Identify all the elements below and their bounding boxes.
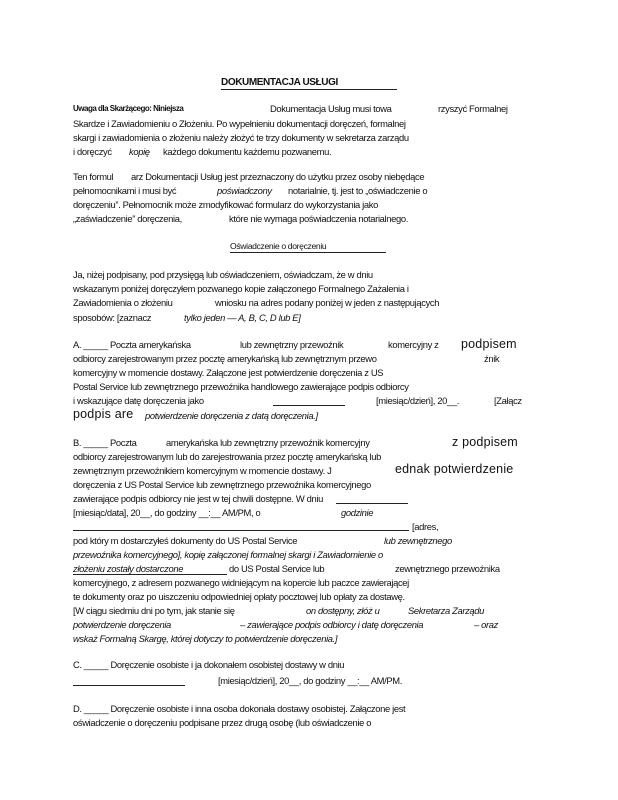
option-b-line: zawierające podpis odbiorcy nie jest w tej chwili dostępne. W dniu [73, 493, 323, 504]
option-a-line-large: podpis are [73, 407, 134, 421]
option-d-line: oświadczenie o doręczeniu podpisane przez drugą osobę (lub oświadczenie o [73, 717, 372, 728]
option-b-line-italic: Sekretarza Zarządu [408, 605, 485, 616]
option-a-line: źnik [484, 353, 500, 364]
form-line: które nie wymaga poświadczenia notarialnego. [229, 213, 408, 224]
option-b-line: [W ciągu siedmiu dni po tym, jak stanie się [73, 605, 235, 616]
intro-line: Zawiadomienia o złożeniu [73, 297, 173, 308]
option-a-line: Postal Service lub zewnętrznego przewoźnika handlowego zawierające podpis odbiorcy [73, 381, 409, 392]
form-line: doręczeniu”. Pełnomocnik może zmodyfikować formularz do wykorzystania jako [73, 199, 378, 210]
option-b-line-italic: przewoźnika komercyjnego], kopię załączonej formalnej skargi i Zawiadomienie o [73, 549, 383, 560]
form-line: Ten formul [73, 171, 114, 182]
note-label: Uwaga dla Skarżącego: Niniejsza [73, 104, 184, 113]
option-b-line: zewnętrznym przewoźnikiem komercyjnym w momencie dostawy. J [73, 465, 332, 476]
option-a-line: komercyjny w momencie dostawy. Załączone jest potwierdzenie doręczenia z US [73, 367, 384, 378]
option-b-line-large: z podpisem [452, 435, 518, 449]
option-a-line: komercyjny z [388, 339, 439, 350]
note-line: Skardze i Zawiadomieniu o Złożeniu. Po wypełnieniu dokumentacji doręczeń, formalnej [73, 118, 406, 129]
subtitle-underline [230, 252, 386, 253]
option-b-line: [miesiąc/data], 20__, do godziny __:__ AM/PM, o [73, 507, 261, 518]
option-b-line: odbiorcy zarejestrowanym lub do zarejestrowania przez pocztę amerykańską lub [73, 451, 381, 462]
option-a-line-large: podpisem [461, 337, 517, 351]
option-a-line: odbiorcy zarejestrowanym przez pocztę amerykańską lub zewnętrznym przewo [73, 353, 377, 364]
option-b-line-large: ednak potwierdzenie [395, 462, 514, 476]
note-line: skargi i zawiadomienia o złożeniu należy złożyć te trzy dokumenty w sekretarza zarządu [73, 132, 409, 143]
option-b-line-italic: on dostępny, złóż u [306, 605, 380, 616]
document-title: DOKUMENTACJA USŁUGI [221, 77, 338, 88]
intro-line-italic: tylko jeden — A, B, C, D lub E] [184, 312, 301, 323]
option-b-line-italic: – zawierające podpis odbiorcy i datę doręczenia [240, 619, 424, 630]
option-b-line: B. _____ Poczta [73, 437, 137, 448]
option-b-line-italic: wskaż Formalną Skargę, której dotyczy to potwierdzenie doręczenia.] [73, 633, 338, 644]
option-b-line: pod który m dostarczyłeś dokumenty do US Postal Service [73, 535, 298, 546]
date-blank-line [273, 405, 345, 406]
option-b-line-italic: – oraz [474, 619, 498, 630]
note-line: Dokumentacja Usług musi towa [270, 103, 392, 114]
date-blank-line [73, 685, 185, 686]
note-line-italic: kopię [129, 146, 150, 157]
option-d-line: D. _____ Doręczenie osobiste i inna osoba dokonała dostawy osobistej. Załączone jest [73, 703, 406, 714]
option-a-line: [Załącz [494, 395, 522, 406]
option-b-line: zewnętrznego przewoźnika [395, 563, 500, 574]
delivered-underline [73, 574, 227, 575]
option-c-line: [miesiąc/dzień], 20__, do godziny __:__ AM/PM. [218, 675, 403, 686]
option-b-line-italic: złożeniu zostały dostarczone [73, 563, 184, 574]
intro-line: wskazanym poniżej doręczyłem pozwanego kopie załączonego Formalnego Zażalenia i [73, 283, 409, 294]
note-line: każdego dokumentu każdemu pozwanemu. [163, 146, 332, 157]
option-b-line: [adres, [412, 521, 439, 532]
option-b-line: doręczenia z US Postal Service lub zewnętrznego przewoźnika komercyjnego [73, 479, 371, 490]
option-b-line: te dokumenty oraz po uiszczeniu odpowiedniej opłaty pocztowej lub opłaty za dostawę. [73, 591, 405, 602]
option-a-line: lub zewnętrzny przewoźnik [240, 339, 344, 350]
option-b-line-italic: potwierdzenie doręczenia [73, 619, 171, 630]
option-a-line: [miesiąc/dzień], 20__. [376, 395, 459, 406]
option-b-line: do US Postal Service lub [229, 563, 325, 574]
option-a-line: A. _____ Poczta amerykańska [73, 339, 191, 350]
form-line-italic: poświadczony [217, 185, 272, 196]
option-a-line-italic: potwierdzenie doręczenia z datą doręczenia.] [145, 410, 318, 421]
title-underline [221, 89, 397, 90]
option-b-line-italic: lub zewnętrznego [384, 535, 452, 546]
option-b-line-italic: godzinie [341, 507, 374, 518]
address-blank-line [73, 530, 409, 531]
intro-line: wniosku na adres podany poniżej w jeden z następujących [215, 297, 440, 308]
form-line: pełnomocnikami i musi być [73, 185, 177, 196]
date-blank-line [336, 503, 408, 504]
option-b-line: amerykańska lub zewnętrzny przewoźnik komercyjny [166, 437, 370, 448]
note-line: rzyszyć Formalnej [438, 103, 508, 114]
option-a-line: i wskazujące datę doręczenia jako [73, 395, 204, 406]
form-line: notarialnie, tj. jest to „oświadczenie o [288, 185, 428, 196]
option-b-line: komercyjnego, z adresem pozwanego widniejącym na kopercie lub paczce zawierającej [73, 577, 409, 588]
note-line: i doręczyć [73, 146, 112, 157]
intro-line: sposobów: [zaznacz [73, 312, 152, 323]
form-line: „zaświadczenie” doręczenia, [73, 213, 182, 224]
section-subtitle: Oświadczenie o doręczeniu [230, 241, 327, 251]
form-line: arz Dokumentacji Usług jest przeznaczony do użytku przez osoby niebędące [131, 171, 425, 182]
option-c-line: C. _____ Doręczenie osobiste i ja dokonałem osobistej dostawy w dniu [73, 659, 345, 670]
intro-line: Ja, niżej podpisany, pod przysięgą lub oświadczeniem, oświadczam, że w dniu [73, 269, 373, 280]
